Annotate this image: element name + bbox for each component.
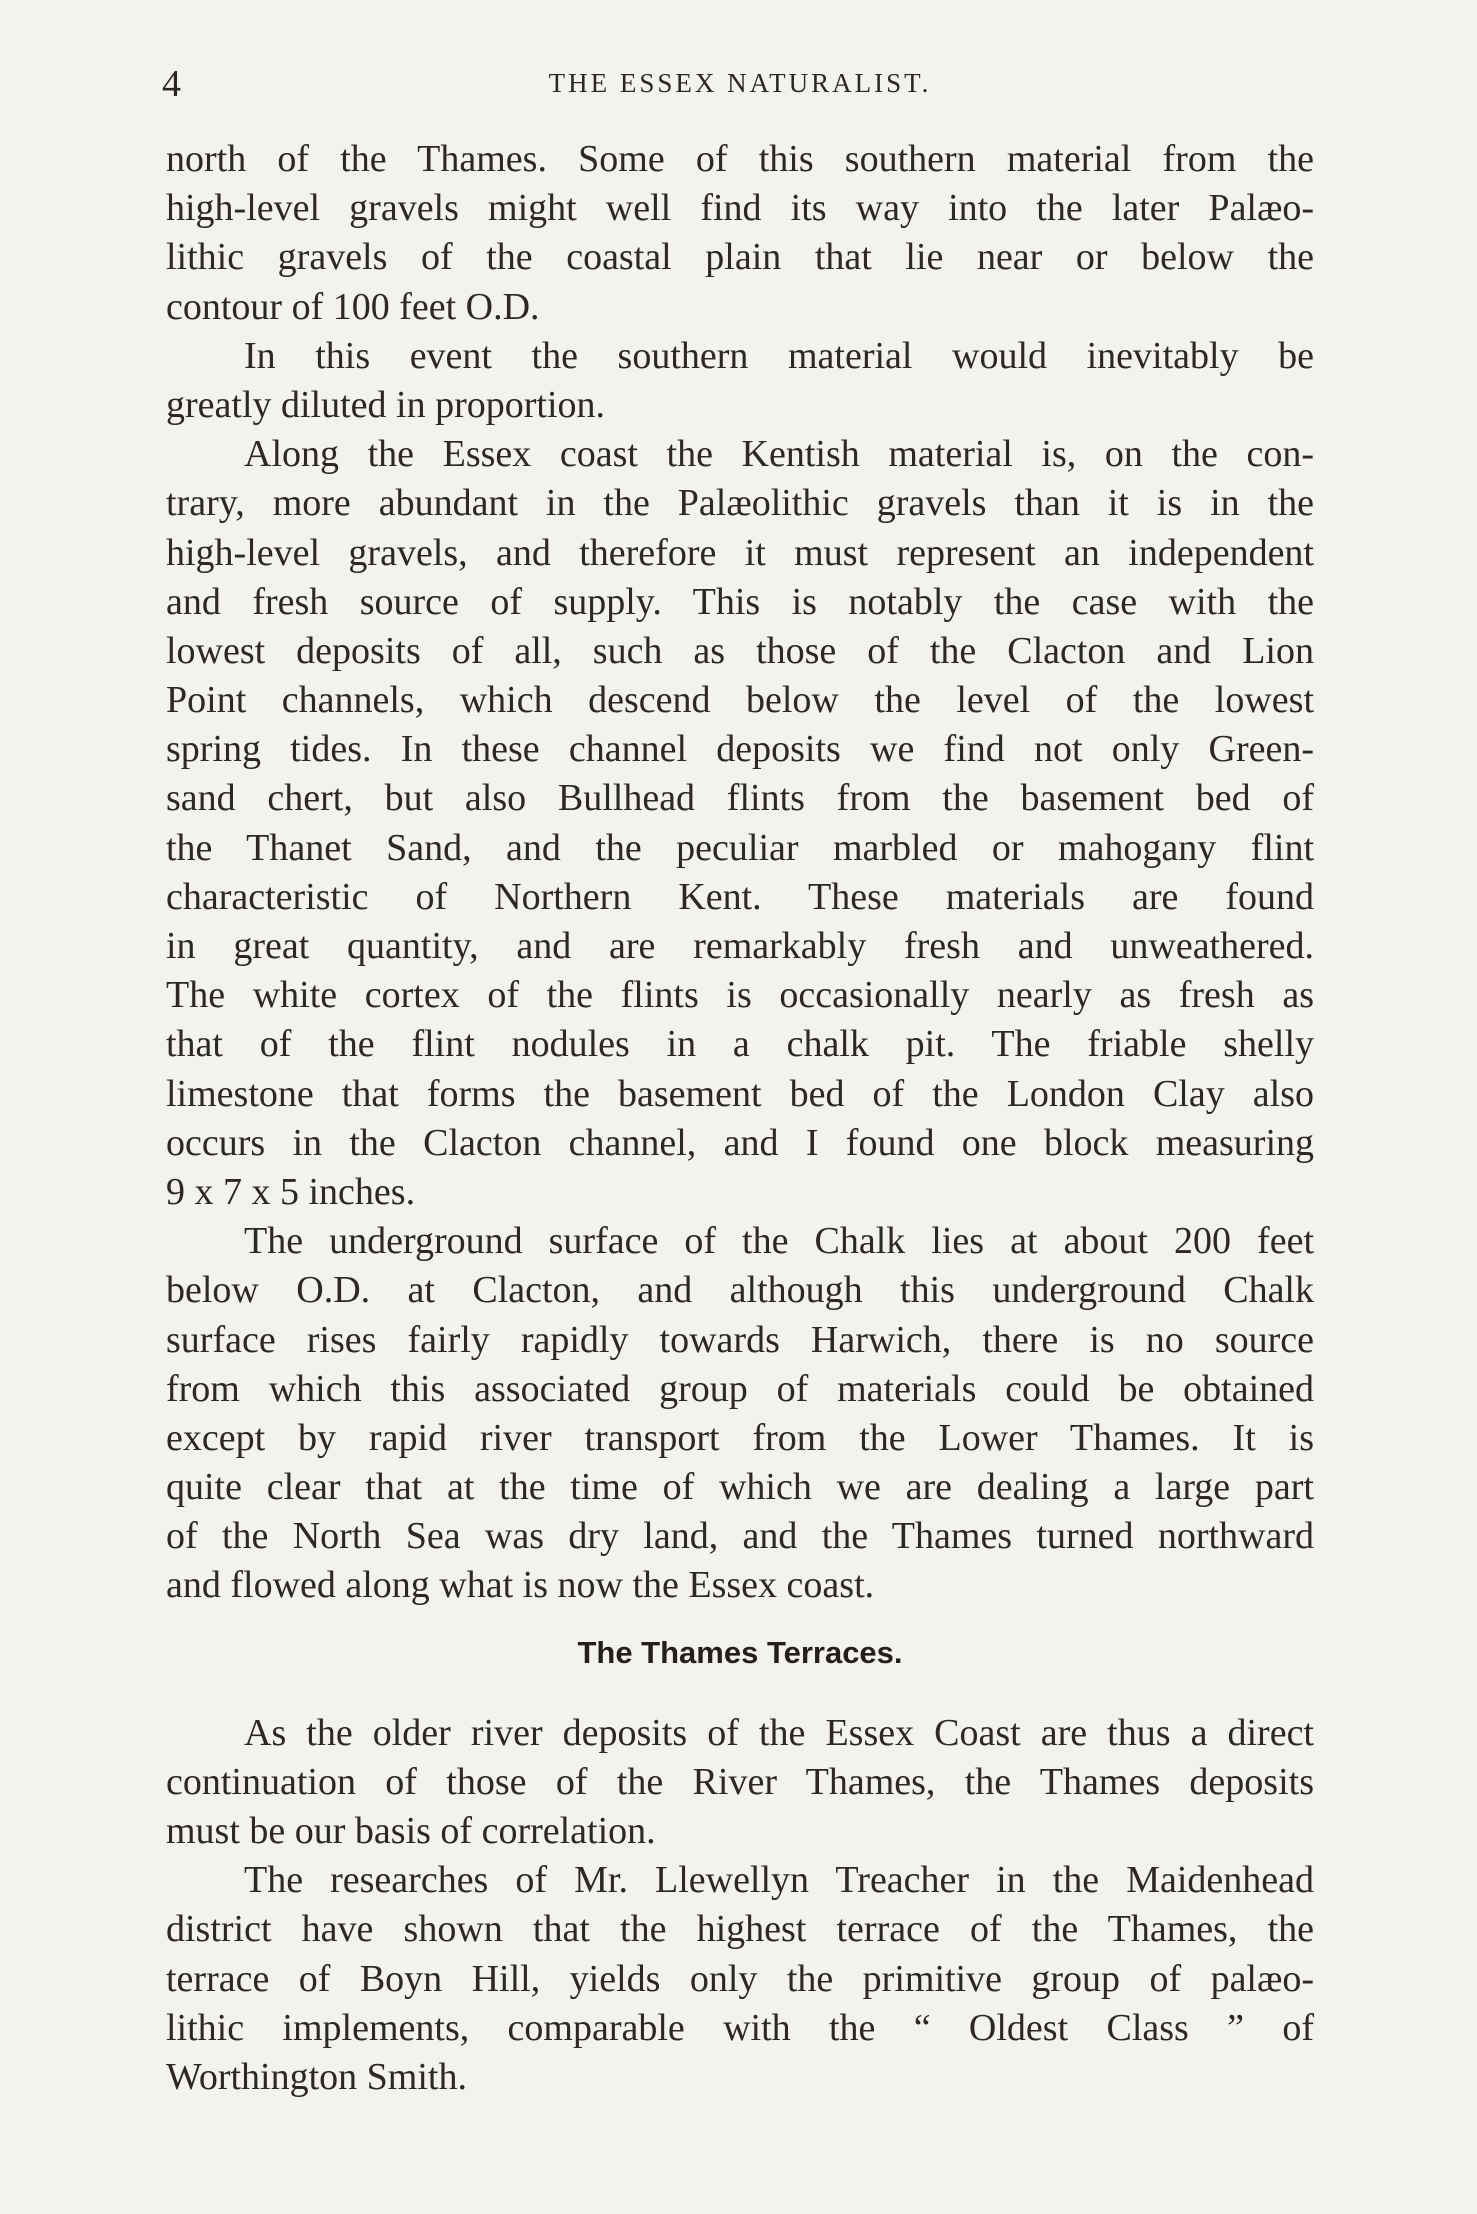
text-line: and fresh source of supply. This is notably the case with the [166, 580, 1314, 623]
text-line: high-level gravels, and therefore it must represent an independent [166, 531, 1314, 574]
text-line: The researches of Mr. Llewellyn Treacher in the Maidenhead [244, 1859, 1314, 1902]
text-line: and flowed along what is now the Essex coast. [166, 1564, 875, 1607]
text-line: continuation of those of the River Thames, the Thames deposits [166, 1760, 1314, 1803]
text-line: spring tides. In these channel deposits we find not only Green- [166, 728, 1314, 771]
text-line: except by rapid river transport from the Lower Thames. It is [166, 1416, 1314, 1459]
text-line: lithic gravels of the coastal plain that lie near or below the [166, 236, 1314, 279]
text-line: terrace of Boyn Hill, yields only the primitive group of palæo- [166, 1957, 1314, 2000]
text-line: contour of 100 feet O.D. [166, 285, 540, 328]
body-text [166, 135, 1314, 2102]
paragraph [166, 135, 1314, 332]
paragraph [166, 1856, 1314, 2102]
text-line: 9 x 7 x 5 inches. [166, 1170, 416, 1213]
section-heading: The Thames Terraces. [577, 1634, 903, 1670]
text-line: of the North Sea was dry land, and the Thames turned northward [166, 1515, 1314, 1558]
text-line: the Thanet Sand, and the peculiar marbled or mahogany flint [166, 826, 1314, 869]
text-line: Worthington Smith. [166, 2055, 467, 2098]
page-number: 4 [162, 63, 181, 105]
text-line: As the older river deposits of the Essex Coast are thus a direct [244, 1711, 1314, 1754]
text-line: characteristic of Northern Kent. These materials are found [166, 875, 1314, 918]
paragraph [166, 430, 1314, 1217]
text-line: must be our basis of correlation. [166, 1810, 656, 1852]
text-line: that of the flint nodules in a chalk pit. The friable shelly [166, 1023, 1314, 1066]
text-line: north of the Thames. Some of this southern material from the [166, 138, 1314, 180]
text-line: The underground surface of the Chalk lies at about 200 feet [244, 1220, 1314, 1263]
text-line: from which this associated group of materials could be obtained [166, 1367, 1314, 1410]
section-heading-row [166, 1611, 1314, 1709]
text-line: trary, more abundant in the Palæolithic gravels than it is in the [166, 482, 1314, 525]
text-line: quite clear that at the time of which we are dealing a large part [166, 1466, 1314, 1509]
text-line: high-level gravels might well find its way into the later Palæo- [166, 187, 1314, 230]
text-line: below O.D. at Clacton, and although this underground Chalk [166, 1269, 1314, 1312]
text-line: In this event the southern material would inevitably be [244, 334, 1314, 377]
paragraph [166, 1217, 1314, 1611]
paragraph [166, 332, 1314, 430]
text-line: Along the Essex coast the Kentish material is, on the con- [244, 433, 1314, 476]
text-line: limestone that forms the basement bed of the London Clay also [166, 1072, 1314, 1115]
text-line: lithic implements, comparable with the “ Oldest Class ” of [166, 2006, 1314, 2049]
running-head [160, 62, 1320, 112]
text-line: surface rises fairly rapidly towards Harwich, there is no source [166, 1318, 1314, 1361]
text-line: sand chert, but also Bullhead flints from the basement bed of [166, 777, 1314, 820]
text-line: occurs in the Clacton channel, and I found one block measuring [166, 1121, 1314, 1164]
text-line: Point channels, which descend below the level of the lowest [166, 679, 1314, 722]
text-line: district have shown that the highest terrace of the Thames, the [166, 1908, 1314, 1951]
text-line: The white cortex of the flints is occasionally nearly as fresh as [166, 974, 1314, 1017]
text-line: greatly diluted in proportion. [166, 383, 606, 426]
text-line: lowest deposits of all, such as those of the Clacton and Lion [166, 629, 1314, 672]
journal-title: THE ESSEX NATURALIST. [548, 68, 932, 98]
text-line: in great quantity, and are remarkably fresh and unweathered. [166, 925, 1314, 967]
paragraph [166, 1709, 1314, 1857]
